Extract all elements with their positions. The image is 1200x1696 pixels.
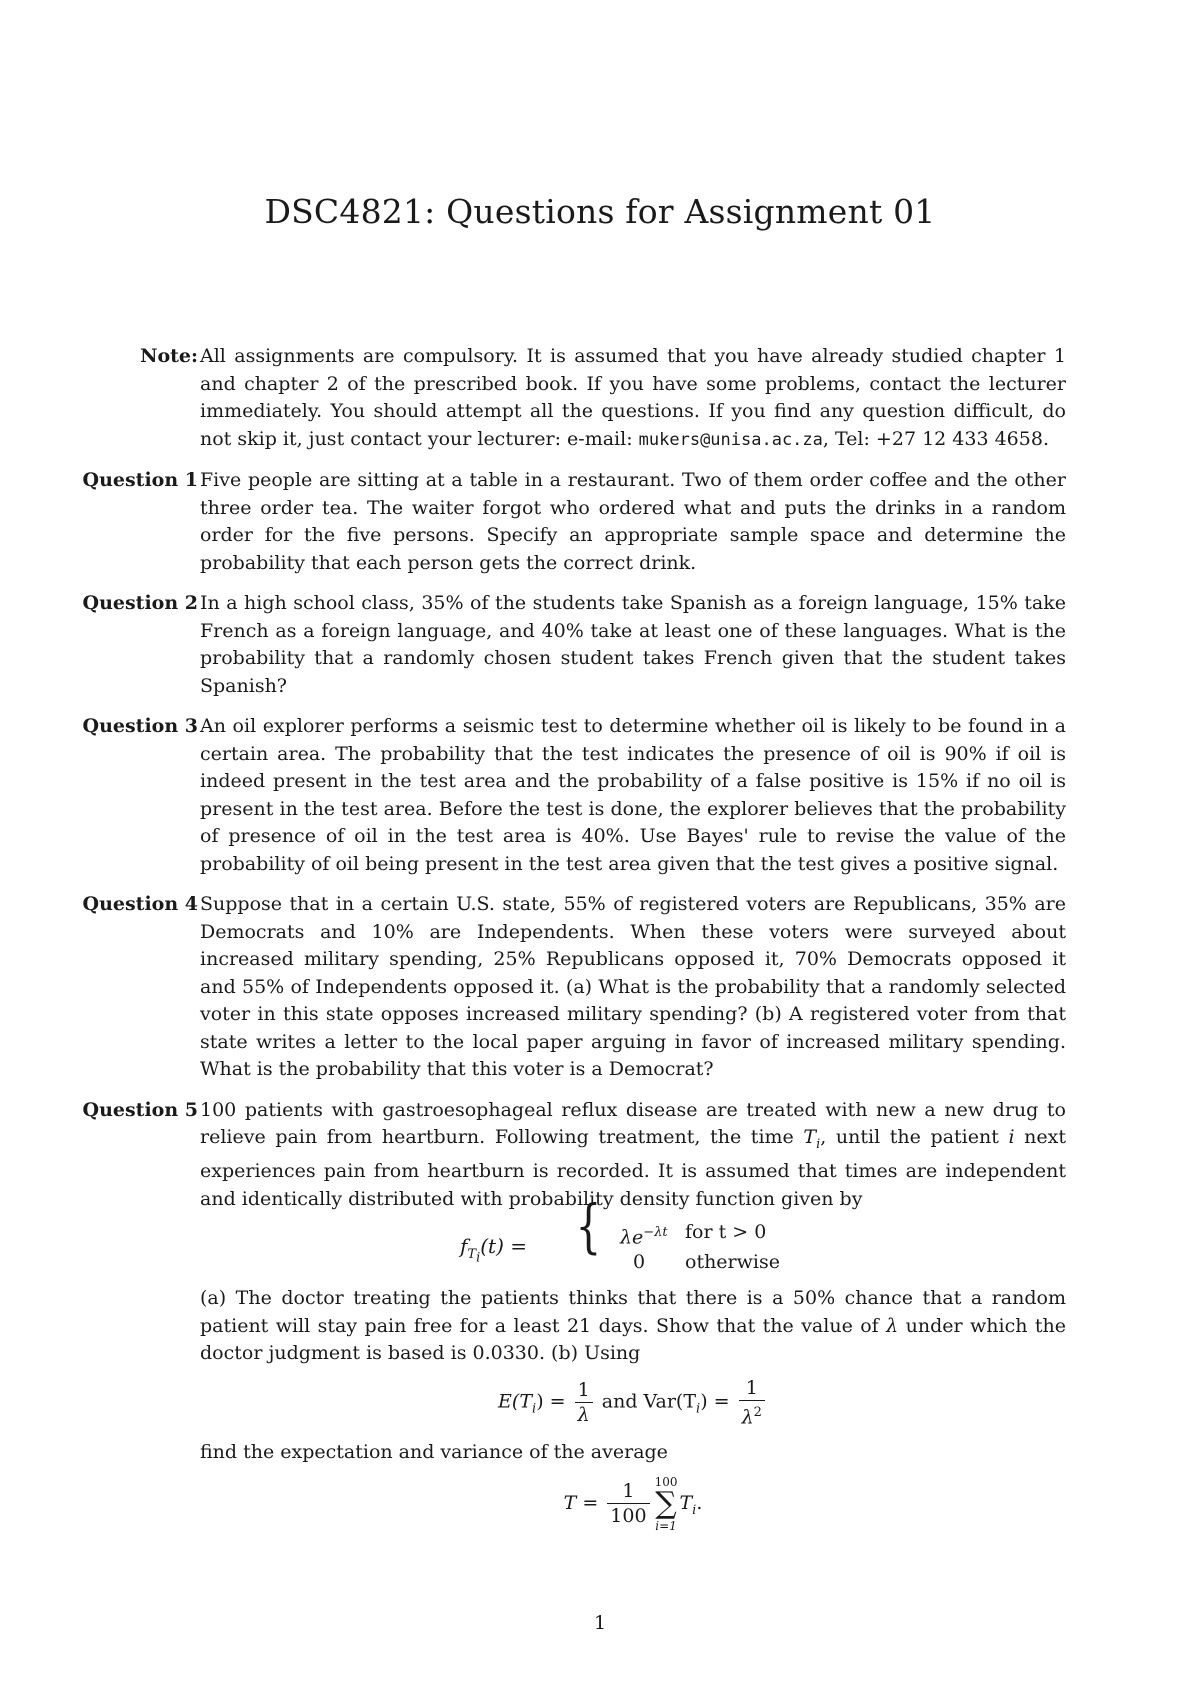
lecturer-email[interactable]: mukers@unisa.ac.za [638,429,823,450]
left-brace-icon: { [575,1192,602,1261]
note-text-after-email: , Tel: +27 12 433 4658. [822,427,1049,450]
question-label: Question 4 [82,893,198,915]
question-4 [66,891,1066,1084]
q5-part-a-2: under which the doctor judgment is based is 0.0330. (b) Using [200,1314,1066,1365]
q5-intro-a: 100 patients with gastroesophageal reflux disease are treated with new a new drug to relieve pain from heartburn. Following treatment, the time [200,1098,1066,1148]
note-block [66,343,1066,454]
pdf-case1-expr: $\lambda e^{-\lambda t}$ [620,1225,668,1249]
average-fraction: $\frac{1}{100}$ [607,1479,649,1528]
question-text: Suppose that in a certain U.S. state, 55% of registered voters are Republicans, 35% are Democrats and 10% are Independents. When these voters were surveyed about increased military spending, 25% Republicans opposed it, 70% Democrats opposed it and 55% of Independents opposed it. (a) What is the probability that a randomly selected voter in this state opposes increased military spending? (b) A registered voter from that state writes a letter to the local paper arguing in favor of increased military spending. What is the probability that this voter is a Democrat? [200,893,1066,1080]
question-5 [66,1097,1066,1533]
sum-icon: 100 ∑ i=1 [654,1474,678,1533]
question-3 [66,713,1066,878]
pdf-case2-expr: 0 [633,1251,646,1274]
variance-fraction: $\frac{1}{\lambda^2}$ [739,1376,765,1429]
question-label: Question 2 [82,592,198,614]
question-text: Five people are sitting at a table in a restaurant. Two of them order coffee and the other three order tea. The waiter forgot who ordered what and puts the drinks in a random order for the five persons. Specify an appropriate sample space and determine the probability that each person gets the correct drink. [200,469,1066,574]
question-label: Question 3 [82,715,198,737]
q5-var-t: T [803,1126,817,1148]
question-label: Question 5 [82,1098,198,1121]
question-text [200,1097,1066,1533]
question-2 [66,590,1066,700]
q5-intro-c: next experiences pain from heartburn is recorded. It is assumed that times are independent and identically distributed with probability density function given by [200,1126,1066,1210]
page-title: DSC4821: Questions for Assignment 01 [264,192,936,231]
q5-part-a-1: (a) The doctor treating the patients thinks that there is a 50% chance that a random patient will stay pain free for a least 21 days. Show that the value of [200,1287,1066,1337]
question-text: An oil explorer performs a seismic test to determine whether oil is likely to be found in a certain area. The probability that the test indicates the presence of oil is 90% if oil is indeed present in the test area and the probability of a false positive is 15% if no oil is present in the test area. Before the test is done, the explorer believes that the probability of presence of oil in the test area is 40%. Use Bayes' rule to revise the value of the probability of oil being present in the test area given that the test gives a positive signal. [200,715,1066,875]
question-1 [66,467,1066,577]
q5-intro-b: , until the patient [820,1126,1009,1148]
question-list [66,343,1066,1546]
pdf-lhs: $f_{T_i}(t)$ = [460,1234,528,1266]
page-number: 1 [593,1612,607,1634]
question-label: Question 1 [82,469,198,491]
moments-equation: $E(T_i)$ = $\frac{1}{\lambda}$ and $Var(T_i)$ = $\frac{1}{\lambda^2}$ [200,1376,1066,1429]
pdf-case1-cond: for t > 0 [685,1221,767,1244]
average-intro: find the expectation and variance of the average [200,1441,668,1464]
q5-var-i: i [1008,1126,1015,1148]
note-text [200,343,1066,454]
pdf-equation [200,1192,1066,1279]
question-text: In a high school class, 35% of the students take Spanish as a foreign language, 15% take French as a foreign language, and 40% take at least one of these languages. What is the probability that a randomly chosen student takes French given that the student takes Spanish? [200,592,1066,697]
pdf-case2-cond: otherwise [685,1251,780,1274]
note-label: Note: [140,345,198,367]
expectation-fraction: $\frac{1}{\lambda}$ [575,1378,593,1427]
q5-lambda: λ [886,1314,899,1337]
q5-var-sub: i [816,1136,821,1152]
note-text-before-email: All assignments are compulsory. It is assumed that you have already studied chapter 1 and chapter 2 of the prescribed book. If you have some problems, contact the lecturer immediately. You should attempt all the questions. If you find any question difficult, do not skip it, just contact your lecturer: e-mail: [200,345,1066,450]
average-equation: T = $\frac{1}{100}$ 100 ∑ i=1 $T_i$. [563,1474,703,1533]
